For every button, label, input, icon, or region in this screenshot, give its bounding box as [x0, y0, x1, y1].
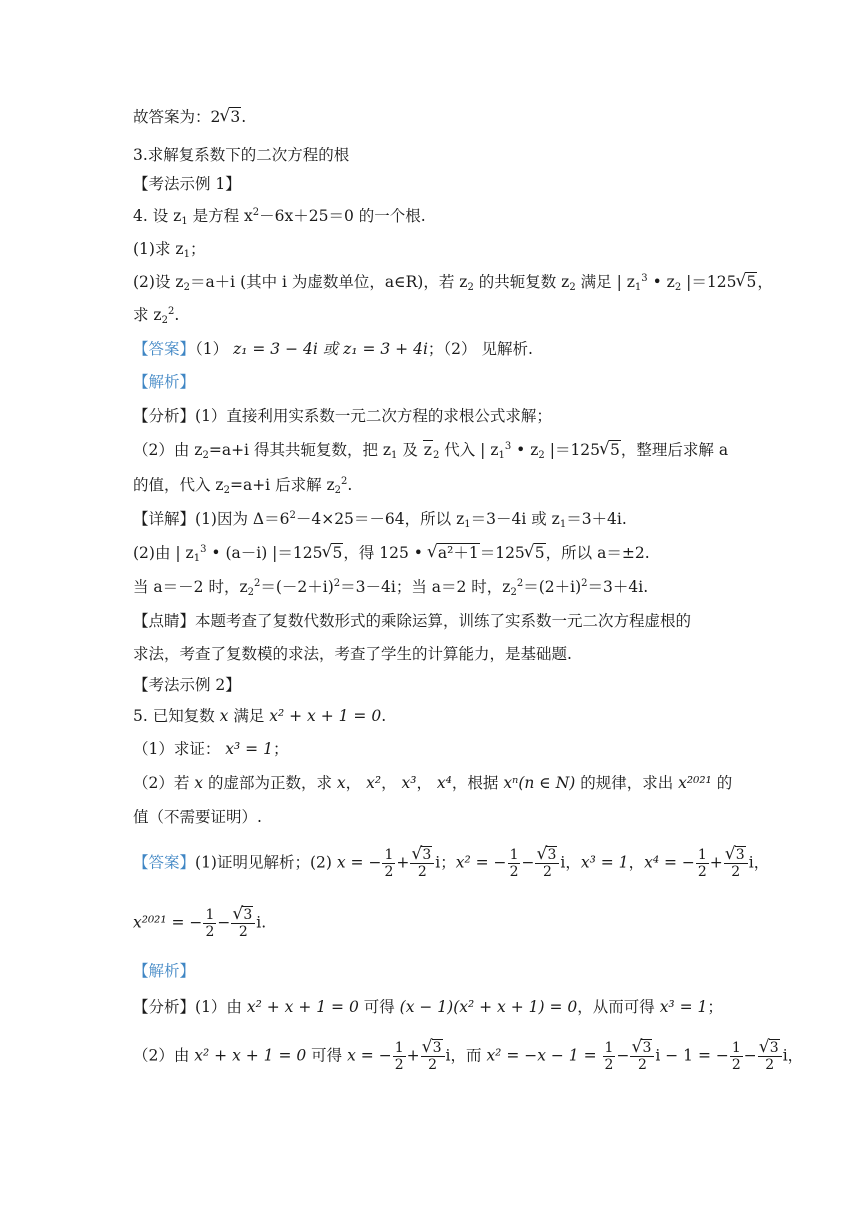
problem-4-part2-cont: 求 $z_2^2$. [133, 306, 180, 326]
analysis-tag: 【解析】 [133, 373, 196, 391]
section-heading: 3.求解复系数下的二次方程的根 [133, 146, 350, 164]
analysis-5-part2: （2）由 x² + x + 1 = 0 可得 x = − $\frac{1}{2}$ + √ $\frac{3}{2}$ i，而 x² = −x − 1 = $\frac{1}{2}$ − √ $\frac{3}{2}$ i − 1 = − $\frac{1}{2}$ − √ $\frac{3}{2}$ i， [133, 1040, 803, 1073]
analysis-tag-2: 【解析】 [133, 962, 196, 980]
analysis-4-part1: 【分析】(1）直接利用实系数一元二次方程的求根公式求解； [133, 407, 552, 425]
problem-4-statement: 4. 设 $z_1$ 是方程 $x^2-6x+25=0$ 的一个根. [133, 207, 426, 227]
problem-5-part1: （1）求证： x³ = 1； [133, 740, 289, 758]
comment-4-cont: 求法，考查了复数模的求法，考查了学生的计算能力，是基础题. [133, 645, 572, 663]
analysis-4-part2-cont: 的值，代入 $z_2=a+i$ 后求解 $z_2^2$. [133, 476, 353, 496]
answer-line: 故答案为：2√ 3. [133, 108, 246, 127]
problem-5-part2: （2）若 x 的虚部为正数，求 x， x²， x³， x⁴，根据 xⁿ(n ∈ N) 的规律，求出 x²⁰²¹ 的 [133, 774, 733, 792]
detail-4-part1: 【详解】(1)因为 $\Delta=6^2-4\times 25=-64$，所以 $z_1=3-4i$ 或 $z_1=3+4i$. [133, 510, 627, 530]
example-1-tag: 【考法示例 1】 [133, 175, 241, 193]
problem-5-part2-cont: 值（不需要证明）. [133, 808, 262, 826]
comment-4: 【点睛】本题考查了复数代数形式的乘除运算，训练了实系数一元二次方程虚根的 [133, 612, 692, 630]
detail-4-part2-cont: 当 a＝－2 时，$z_2^2=(-2+i)^2=3-4i$；当 a＝2 时，$z_2^2=(2+i)^2=3+4i$. [133, 578, 649, 598]
problem-5-statement: 5. 已知复数 x 满足 x² + x + 1 = 0. [133, 707, 387, 725]
problem-4-part2: (2)设 $z_2=a+i$ (其中 i 为虚数单位，a∈R)，若 $z_2$ 的共轭复数 $z_2$ 满足 | $z_1^3$ • $z_2$ |＝125√ 5， [133, 273, 773, 292]
analysis-4-part2: （2）由 $z_2=a+i$ 得其共轭复数，把 $z_1$ 及 $z_2$ 代入 | $z_1^3$ • $z_2$ |＝125√ 5，整理后求解 a [133, 441, 728, 460]
answer-5-cont: x²⁰²¹ = − $\frac{1}{2}$ − √ $\frac{3}{2}$ i. [133, 907, 266, 940]
detail-4-part2: (2)由 | $z_1^3$ • (a－i) |＝125√ 5，得 125 • √ a²＋1＝125√ 5，所以 a＝±2. [133, 544, 650, 563]
answer-tag: 【答案】 [133, 340, 196, 358]
analysis-5-part1: 【分析】(1）由 x² + x + 1 = 0 可得 (x − 1)(x² + x + 1) = 0，从而可得 x³ = 1； [133, 998, 723, 1016]
answer-5: 【答案】(1)证明见解析；(2) x = − $\frac{1}{2}$ + √ $\frac{3}{2}$ i；x² = − $\frac{1}{2}$ − √ $\frac{3}{2}$ i，x³ = 1，x⁴ = − $\frac{1}{2}$ + √ $\frac{3}{2}$ i， [133, 847, 769, 880]
answer-4: 【答案】（1） z₁ = 3 − 4i 或 z₁ = 3 + 4i；（2） 见解析. [133, 340, 533, 358]
problem-4-part1: (1)求 $z_1$； [133, 240, 206, 260]
example-2-tag: 【考法示例 2】 [133, 676, 241, 694]
